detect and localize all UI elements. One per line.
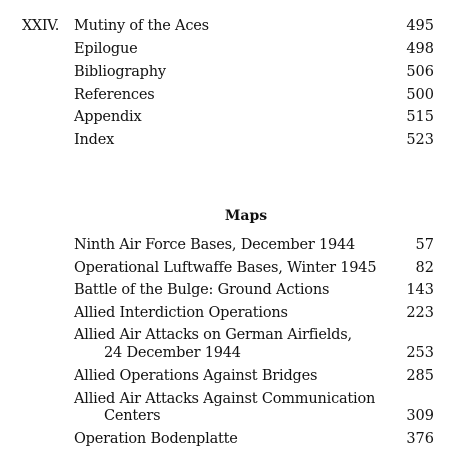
map-entry-page: 143 (406, 282, 434, 298)
toc-entry-page: 495 (406, 18, 434, 34)
toc-entry-page: 500 (406, 87, 434, 103)
toc-entry-title: Appendix (74, 109, 142, 125)
map-entry-page: 82 (415, 260, 434, 276)
map-entry-page: 253 (406, 345, 434, 361)
map-entry-page: 309 (406, 408, 434, 424)
toc-entry-page: 506 (406, 64, 434, 80)
map-entry-title: Operation Bodenplatte (74, 431, 238, 447)
map-entry-title: Battle of the Bulge: Ground Actions (74, 282, 330, 298)
map-entry-title: Operational Luftwaffe Bases, Winter 1945 (74, 260, 377, 276)
map-entry-page: 223 (406, 305, 434, 321)
toc-entry-title: Epilogue (74, 41, 138, 57)
chapter-number: XXIV. (22, 18, 59, 34)
toc-entry-title: Index (74, 132, 115, 148)
map-entry-title-continued: Centers (104, 408, 161, 424)
toc-entry-title: Bibliography (74, 64, 166, 80)
toc-entry-page: 498 (406, 41, 434, 57)
map-entry-page: 285 (406, 368, 434, 384)
map-entry-page: 376 (406, 431, 434, 447)
map-entry-title-continued: 24 December 1944 (104, 345, 241, 361)
maps-heading: Maps (224, 208, 268, 224)
map-entry-title: Allied Air Attacks on German Airfields, (74, 327, 352, 343)
map-entry-title: Ninth Air Force Bases, December 1944 (74, 237, 356, 253)
map-entry-title: Allied Air Attacks Against Communication (74, 391, 376, 407)
map-entry-page: 57 (415, 237, 434, 253)
toc-entry-title: References (74, 87, 155, 103)
map-entry-title: Allied Interdiction Operations (74, 305, 288, 321)
map-entry-title: Allied Operations Against Bridges (74, 368, 318, 384)
toc-entry-title: Mutiny of the Aces (74, 18, 209, 34)
toc-entry-page: 523 (406, 132, 434, 148)
toc-entry-page: 515 (406, 109, 434, 125)
